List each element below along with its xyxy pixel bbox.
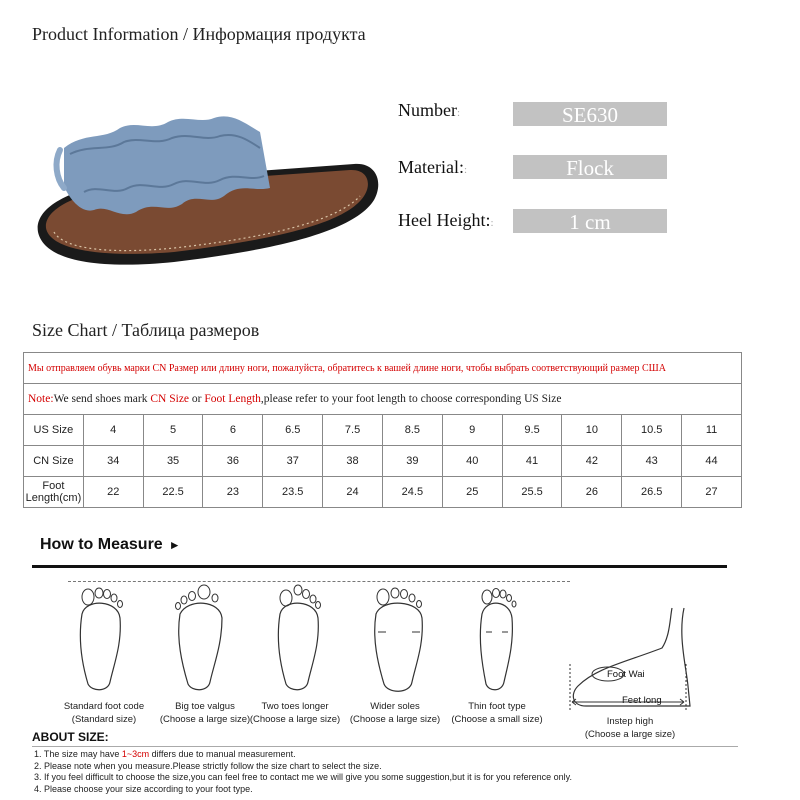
table-cell: 9 (442, 415, 502, 446)
heel-height-value: 1 cm (513, 209, 667, 233)
table-row (24, 415, 742, 446)
about-size-notes (34, 749, 572, 795)
table-cell: 6 (203, 415, 263, 446)
table-cell: 41 (502, 446, 562, 477)
size-table (23, 352, 742, 508)
table-cell: 7.5 (323, 415, 383, 446)
table-cell: 23 (203, 477, 263, 508)
table-cell: 8.5 (382, 415, 442, 446)
wider-soles-foot-icon (368, 584, 428, 694)
table-cell: 22.5 (143, 477, 203, 508)
caption-thin-foot: Thin foot type (Choose a small size) (451, 701, 543, 725)
two-toes-longer-foot-icon (268, 584, 328, 694)
table-cell: 40 (442, 446, 502, 477)
table-cell: 27 (682, 477, 742, 508)
about-size-heading: ABOUT SIZE: (32, 730, 109, 744)
note-4: 4. Please choose your size according to your foot type. (34, 783, 253, 794)
english-note: Note:We send shoes mark CN Size or Foot Length,please refer to your foot length to choose corresponding US Size (24, 384, 742, 415)
table-row (24, 477, 742, 508)
table-row (24, 353, 742, 384)
feet-long-label: Feet long (622, 695, 662, 706)
divider (32, 746, 738, 747)
foot-wai-label: Foot Wai (607, 669, 645, 680)
caption-wider-soles: Wider soles (Choose a large size) (349, 701, 441, 725)
row-header-cn: CN Size (24, 446, 84, 477)
table-row (24, 446, 742, 477)
table-cell: 22 (83, 477, 143, 508)
arrow-right-icon: ► (168, 538, 181, 552)
table-cell: 37 (263, 446, 323, 477)
russian-note: Мы отправляем обувь марки CN Размер или длину ноги, пожалуйста, обратитесь к вашей длине ноги, чтобы выбрать соответствующий размер США (24, 353, 742, 384)
divider (32, 565, 727, 568)
note-3: 3. If you feel difficult to choose the size,you can feel free to contact me we will give you some suggestion,but it is for you reference only. (34, 772, 572, 783)
table-cell: 25.5 (502, 477, 562, 508)
how-to-measure-heading: How to Measure ► (40, 536, 181, 553)
standard-foot-icon (70, 584, 130, 694)
table-cell: 44 (682, 446, 742, 477)
note-2: 2. Please note when you measure.Please strictly follow the size chart to select the size. (34, 760, 382, 771)
table-cell: 35 (143, 446, 203, 477)
table-cell: 10 (562, 415, 622, 446)
table-cell: 26 (562, 477, 622, 508)
table-cell: 42 (562, 446, 622, 477)
row-header-foot-length: Foot Length(cm) (24, 477, 84, 508)
table-cell: 36 (203, 446, 263, 477)
table-cell: 34 (83, 446, 143, 477)
material-value: Flock (513, 155, 667, 179)
caption-standard: Standard foot code (Standard size) (63, 701, 145, 725)
caption-two-toes: Two toes longer (Choose a large size) (249, 701, 341, 725)
table-cell: 9.5 (502, 415, 562, 446)
table-cell: 5 (143, 415, 203, 446)
table-cell: 39 (382, 446, 442, 477)
table-cell: 11 (682, 415, 742, 446)
note-1: 1. The size may have 1~3cm differs due to manual measurement. (34, 749, 296, 759)
caption-big-toe: Big toe valgus (Choose a large size) (159, 701, 251, 725)
table-cell: 26.5 (622, 477, 682, 508)
big-toe-valgus-foot-icon (170, 584, 230, 694)
size-chart-heading: Size Chart / Таблица размеров (32, 320, 260, 340)
material-label: Material:: (398, 157, 468, 177)
table-cell: 23.5 (263, 477, 323, 508)
table-row (24, 384, 742, 415)
thin-foot-icon (466, 584, 526, 694)
heel-height-label: Heel Height:: (398, 210, 494, 230)
product-info-heading: Product Information / Информация продукта (32, 24, 366, 44)
table-cell: 43 (622, 446, 682, 477)
table-cell: 10.5 (622, 415, 682, 446)
caption-instep: Instep high (Choose a large size) (584, 716, 676, 740)
table-cell: 25 (442, 477, 502, 508)
table-cell: 24 (323, 477, 383, 508)
table-cell: 24.5 (382, 477, 442, 508)
dashed-guide (68, 581, 570, 582)
number-value: SE630 (513, 102, 667, 126)
number-label: Number: (398, 100, 461, 120)
table-cell: 6.5 (263, 415, 323, 446)
table-cell: 4 (83, 415, 143, 446)
slipper-image (24, 92, 384, 282)
table-cell: 38 (323, 446, 383, 477)
row-header-us: US Size (24, 415, 84, 446)
